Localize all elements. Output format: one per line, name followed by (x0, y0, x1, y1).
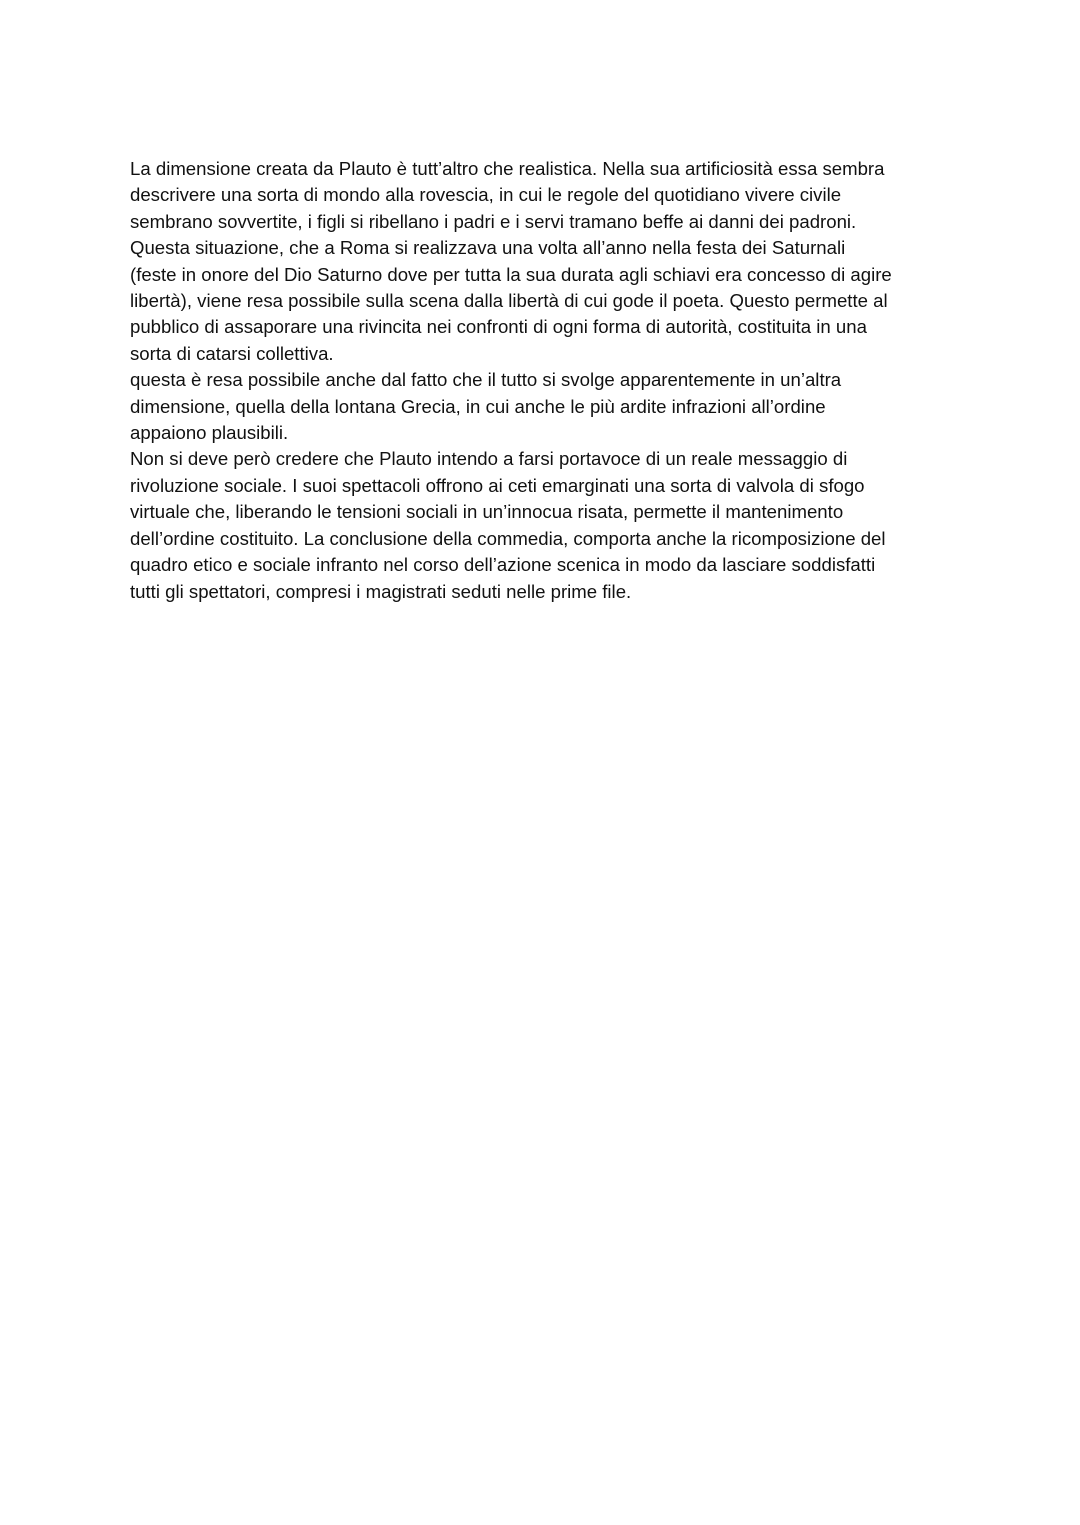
text-line: Questa situazione, che a Roma si realizzava una volta all’anno nella festa dei Saturnali (130, 237, 846, 259)
text-line: La dimensione creata da Plauto è tutt’altro che realistica. Nella sua artificiosità essa sembra (130, 158, 885, 179)
text-line: pubblico di assaporare una rivincita nei confronti di ogni forma di autorità, costituita in una (130, 316, 867, 338)
text-line: descrivere una sorta di mondo alla rovescia, in cui le regole del quotidiano vivere civile (130, 184, 842, 206)
text-line: Non si deve però credere che Plauto intendo a farsi portavoce di un reale messaggio di (130, 448, 848, 470)
text-line: tutti gli spettatori, compresi i magistrati seduti nelle prime file. (130, 580, 632, 602)
text-line: questa è resa possibile anche dal fatto che il tutto si svolge apparentemente in un’altra (130, 369, 842, 391)
text-line: dell’ordine costituito. La conclusione della commedia, comporta anche la ricomposizione del (130, 527, 886, 549)
text-line: quadro etico e sociale infranto nel corso dell’azione scenica in modo da lasciare soddisfatti (130, 554, 876, 576)
text-line: libertà), viene resa possibile sulla scena dalla libertà di cui gode il poeta. Questo permette al (130, 290, 888, 312)
text-line: rivoluzione sociale. I suoi spettacoli offrono ai ceti emarginati una sorta di valvola di sfogo (130, 474, 865, 496)
text-line: sembrano sovvertite, i figli si ribellano i padri e i servi tramano beffe ai danni dei padroni. (130, 210, 857, 232)
text-line: virtuale che, liberando le tensioni sociali in un’innocua risata, permette il mantenimento (130, 501, 844, 523)
body-text (130, 156, 960, 605)
text-line: appaiono plausibili. (130, 422, 289, 444)
text-line: (feste in onore del Dio Saturno dove per tutta la sua durata agli schiavi era concesso di agire (130, 263, 892, 285)
text-line: dimensione, quella della lontana Grecia, in cui anche le più ardite infrazioni all’ordine (130, 395, 826, 417)
text-line: sorta di catarsi collettiva. (130, 342, 334, 364)
